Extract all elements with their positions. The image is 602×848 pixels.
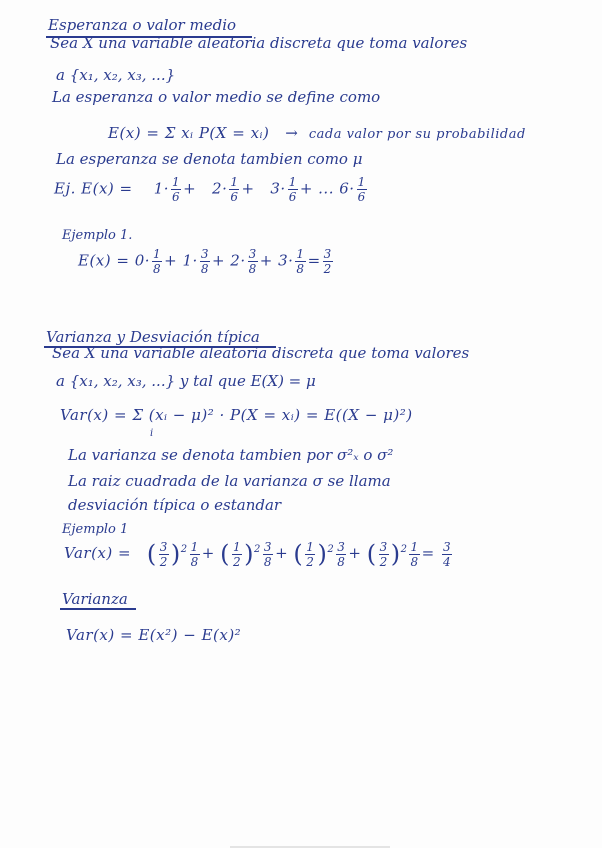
text-line: a {x₁, x₂, x₃, ...} y tal que E(X) = μ [56, 372, 316, 390]
text-line: La esperanza se denota tambien como μ [56, 150, 363, 168]
text-line: a {x₁, x₂, x₃, ...} [56, 66, 176, 84]
fraction: $\frac{3}{8}$ [248, 247, 257, 276]
operator: + 2· [211, 251, 246, 270]
coef: 2· [212, 179, 228, 198]
example-label: Ejemplo 1. [62, 228, 133, 243]
operator: = [307, 251, 321, 270]
operator: + [183, 179, 197, 198]
text-line: desviación típica o estandar [68, 496, 282, 514]
example-label: Ejemplo 1 [62, 522, 129, 537]
expectation-formula [108, 124, 526, 142]
fraction: $\frac{3}{8}$ [337, 539, 346, 569]
text-line: Sea X una variable aleatoria discreta que toma valores [52, 344, 470, 362]
section-title-varianza-desviacion: Varianza y Desviación típica [46, 328, 260, 346]
text-line: Sea X una variable aleatoria discreta que toma valores [50, 34, 468, 52]
formula-note: cada valor por su probabilidad [308, 127, 526, 142]
fraction: $\frac{1}{8}$ [296, 247, 305, 276]
result-fraction: $\frac{3}{4}$ [442, 539, 452, 569]
operator: + [348, 544, 362, 562]
section-title-varianza: Varianza [62, 590, 128, 608]
operator: + [241, 179, 255, 198]
variance-definition [60, 406, 413, 424]
fraction: $\frac{1}{8}$ [153, 247, 162, 276]
example-die [54, 176, 369, 203]
fraction: $\frac{1}{8}$ [410, 539, 419, 569]
operator: + 3· [259, 251, 294, 270]
operator: = [421, 544, 435, 562]
fraction: $\frac{1}{2}$ [233, 539, 242, 569]
operator: + [201, 544, 215, 562]
coef: 1· [153, 179, 169, 198]
operator: + [275, 544, 289, 562]
fraction: $\frac{3}{2}$ [323, 247, 332, 276]
text-line: La esperanza o valor medio se define como [52, 88, 381, 106]
fraction: $\frac{3}{2}$ [379, 539, 388, 569]
operator: + 1· [164, 251, 198, 270]
formula-expression: E(x) = Σ xᵢ P(X = xᵢ) [108, 124, 270, 142]
formula-expression: Var(x) = Σ (xᵢ − μ)² · P(X = xᵢ) = E((X − μ)²) [60, 406, 413, 424]
arrow-icon: → [274, 124, 304, 142]
operator: + ... 6· [299, 179, 355, 198]
example-variance: Var(x) = ( $\frac{3}{2}$ )$^2$ $\frac{1}{8}$ + ( $\frac{1}{2}$ )$^2$ $\frac{3}{8}$ + ( $\frac{1}{2}$ )$^2$ $\frac{3}{8}$ + ( $\frac{3}{2}$ )$^2$ $\frac{1}{8}$ = $\frac{3}{4}$ [64, 539, 452, 569]
fraction: $\frac{1}{6}$ [230, 175, 239, 204]
example-label: Ej. [54, 179, 76, 198]
variance-shortcut-formula: Var(x) = E(x²) − E(x)² [66, 626, 242, 644]
fraction: $\frac{3}{8}$ [263, 539, 273, 569]
fraction: $\frac{1}{6}$ [357, 175, 366, 204]
sum-index: i [150, 428, 154, 439]
section-title-esperanza: Esperanza o valor medio [48, 16, 237, 34]
fraction: $\frac{1}{8}$ [190, 539, 199, 569]
example-lhs: E(x) = [81, 179, 133, 198]
fraction: $\frac{1}{6}$ [172, 175, 181, 204]
title-underline [60, 608, 136, 610]
fraction: $\frac{3}{2}$ [159, 539, 168, 569]
fraction: $\frac{1}{6}$ [288, 175, 297, 204]
example-lhs: E(x) = 0· [78, 251, 151, 270]
text-line: La raiz cuadrada de la varianza σ se llama [68, 472, 391, 490]
example-expectation [78, 248, 335, 275]
example-lhs: Var(x) = [64, 544, 132, 562]
fraction: $\frac{3}{8}$ [200, 247, 209, 276]
fraction: $\frac{1}{2}$ [306, 539, 315, 569]
coef: 3· [270, 179, 286, 198]
text-line: La varianza se denota tambien por σ²ₓ o σ² [68, 446, 394, 464]
